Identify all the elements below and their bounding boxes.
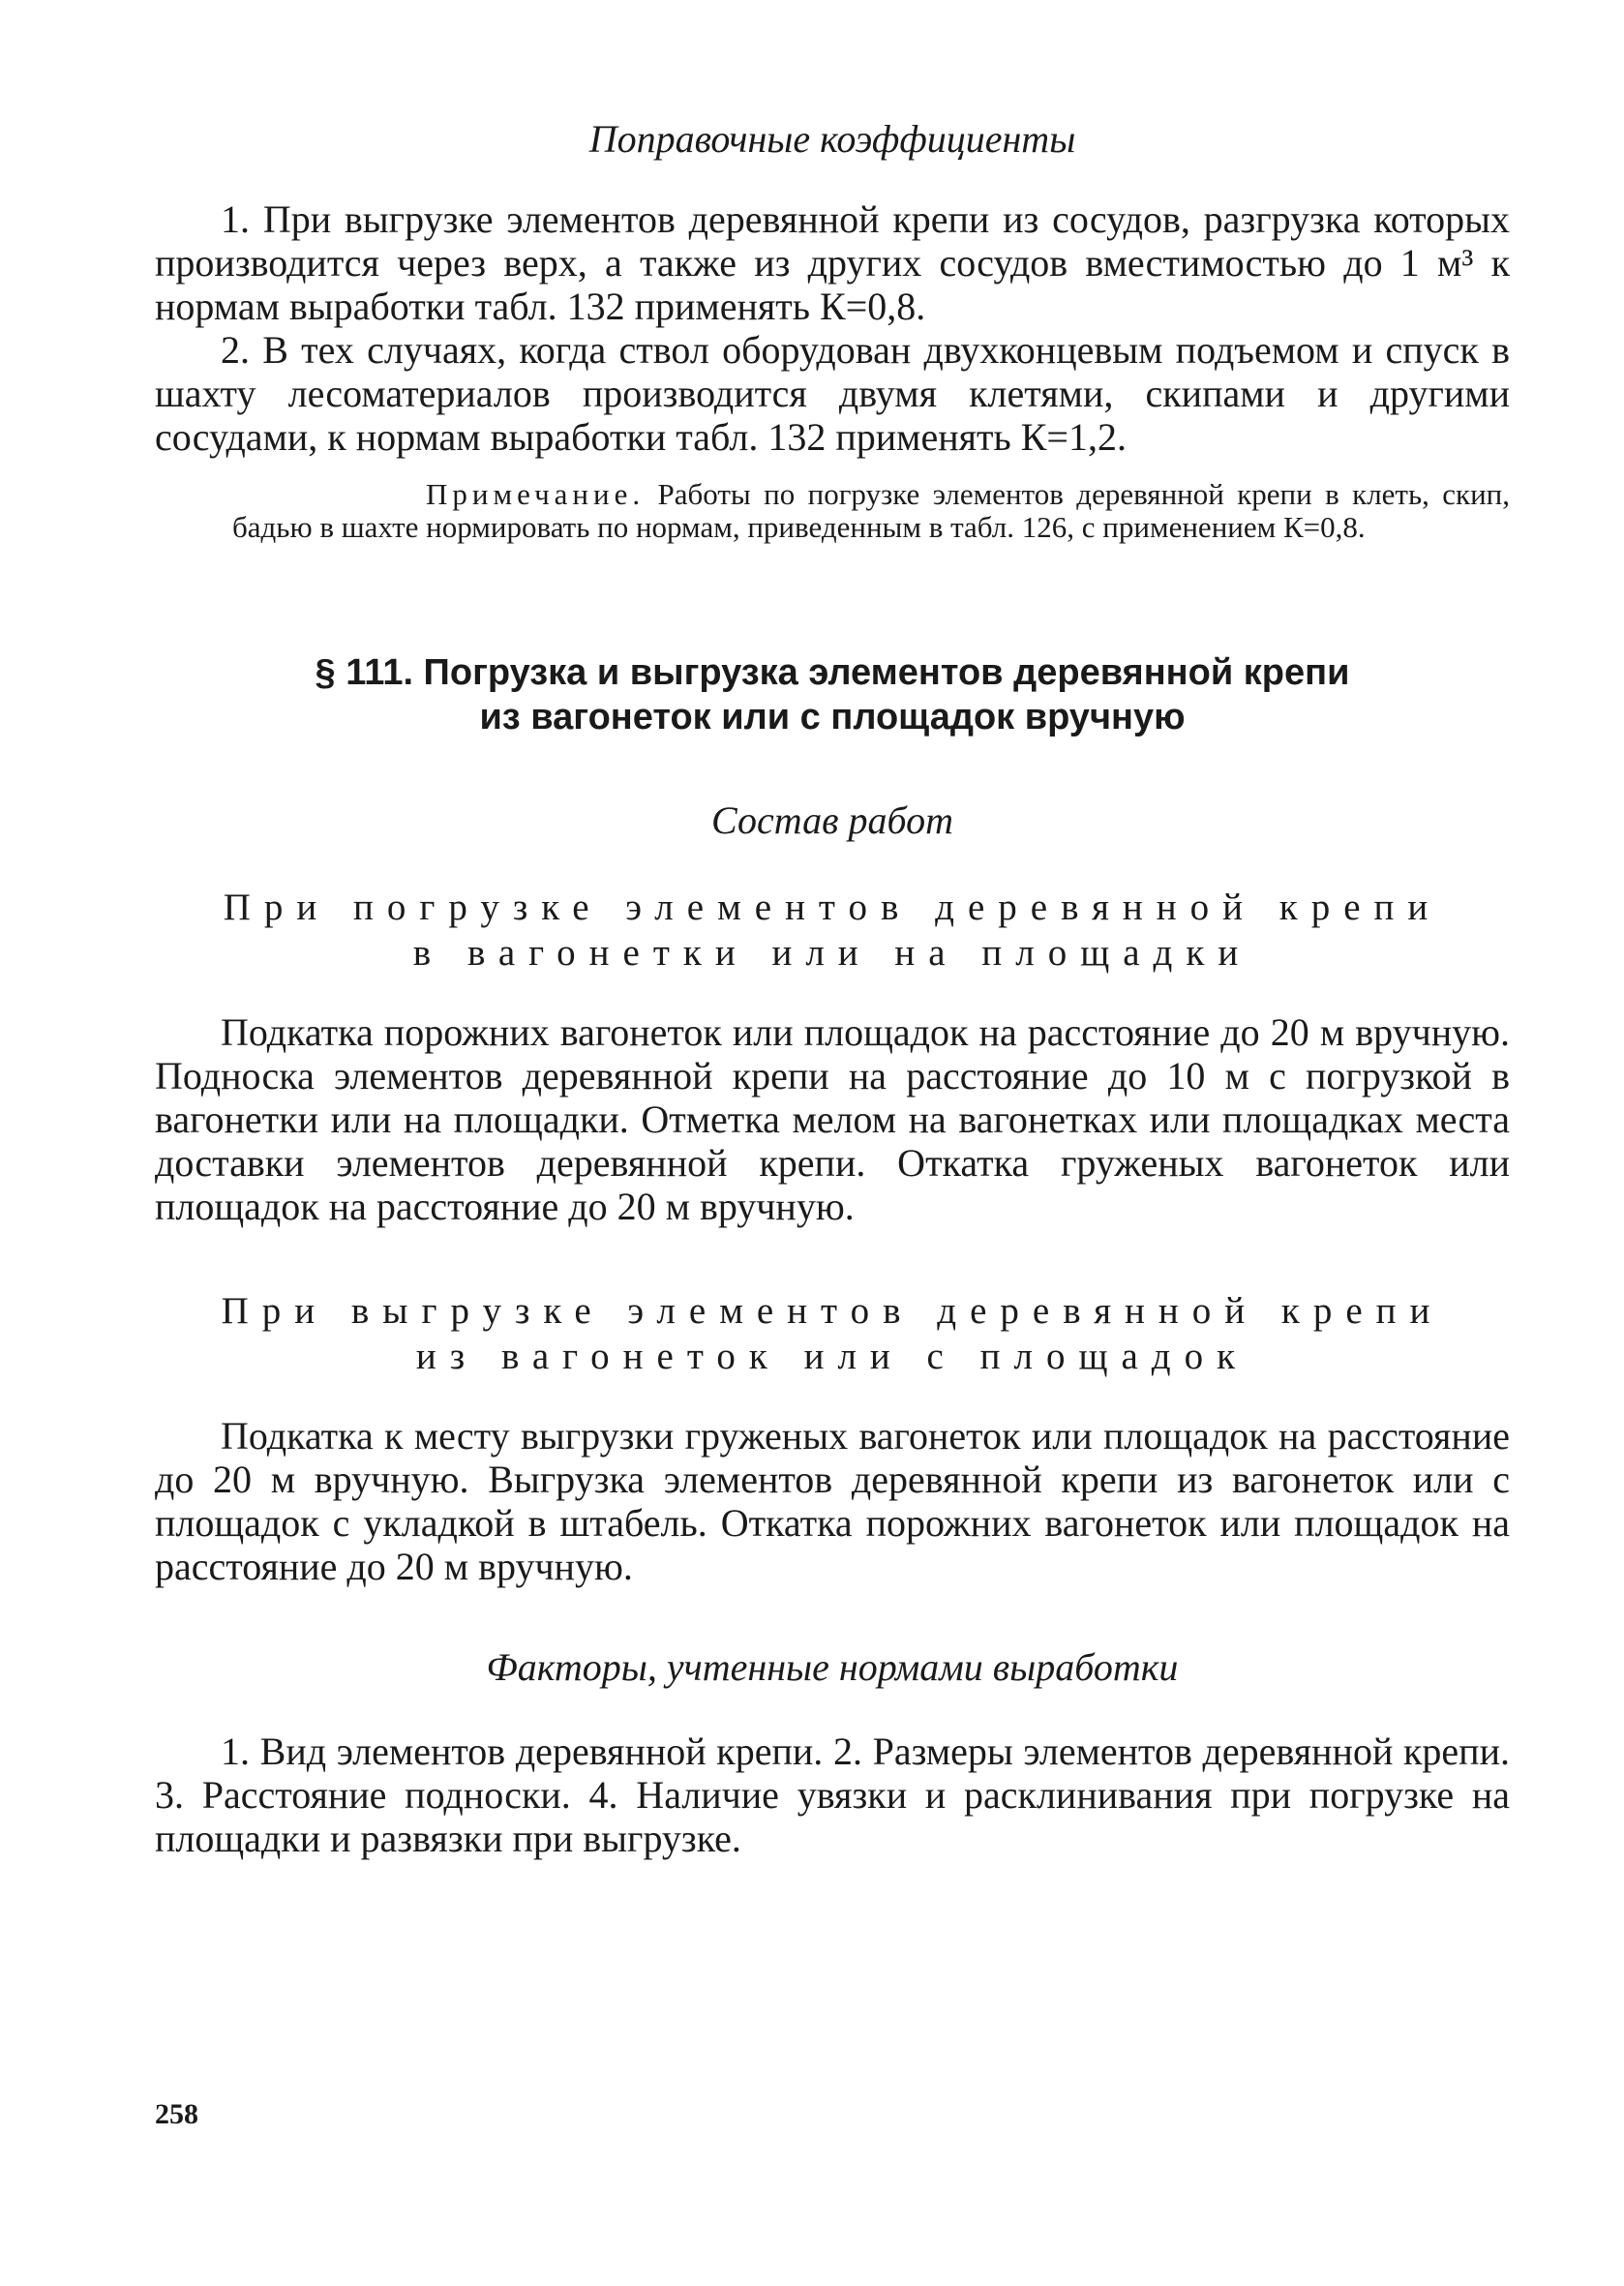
correction-item-2: 2. В тех случаях, когда ствол оборудован двухконцевым подъемом и спуск в шахту лесоматериалов производится двумя клетями, скипами и другими сосудами, к нормам выработки табл. 132 применять К=1,2.: [155, 328, 1510, 459]
work-composition-heading: Состав работ: [711, 798, 953, 842]
loading-heading-line-2: в вагонетки или на площадки: [412, 932, 1252, 974]
note: [232, 478, 1510, 544]
section-title: [155, 650, 1510, 739]
section-title-line-2: из вагонеток или с площадок вручную: [479, 697, 1186, 737]
unloading-heading: [155, 1288, 1510, 1379]
loading-heading: [155, 885, 1510, 976]
loading-heading-line-1: При погрузке элементов деревянной крепи: [223, 887, 1442, 928]
unloading-heading-line-1: При выгрузке элементов деревянной крепи: [221, 1290, 1444, 1332]
page-number: 258: [155, 2098, 198, 2130]
corrections-heading: Поправочные коэффициенты: [588, 117, 1076, 161]
unloading-text: Подкатка к месту выгрузки груженых вагонеток или площадок на расстояние до 20 м вручную. Выгрузка элементов деревянной крепи из вагонеток или с площадок с укладкой в штабель. Откатка порожних вагонеток или площадок на расстояние до 20 м вручную.: [155, 1414, 1510, 1588]
unloading-heading-line-2: из вагонеток или с площадок: [415, 1336, 1249, 1377]
factors-heading: Факторы, учтенные нормами выработки: [486, 1645, 1179, 1689]
correction-item-1: 1. При выгрузке элементов деревянной крепи из сосудов, разгрузка которых производится через верх, а также из других сосудов вместимостью до 1 м³ к нормам выработки табл. 132 применять К=0,8.: [155, 197, 1510, 328]
note-text: Работы по погрузке элементов деревянной крепи в клеть, скип, бадью в шахте нормировать по нормам, приведенным в табл. 126, с применением К=0,8.: [232, 477, 1510, 544]
factors-text: 1. Вид элементов деревянной крепи. 2. Размеры элементов деревянной крепи. 3. Расстояние подноски. 4. Наличие увязки и расклинивания при погрузке на площадки и развязки при выгрузке.: [155, 1730, 1510, 1860]
document-page: [155, 116, 1510, 1860]
loading-text: Подкатка порожних вагонеток или площадок на расстояние до 20 м вручную. Подноска элементов деревянной крепи на расстояние до 10 м с погрузкой в вагонетки или на площадки. Отметка мелом на вагонетках или площадках места доставки элементов деревянной крепи. Откатка груженых вагонеток или площадок на расстояние до 20 м вручную.: [155, 1010, 1510, 1228]
section-title-line-1: § 111. Погрузка и выгрузка элементов деревянной крепи: [315, 652, 1350, 693]
note-label: Примечание.: [426, 477, 646, 511]
